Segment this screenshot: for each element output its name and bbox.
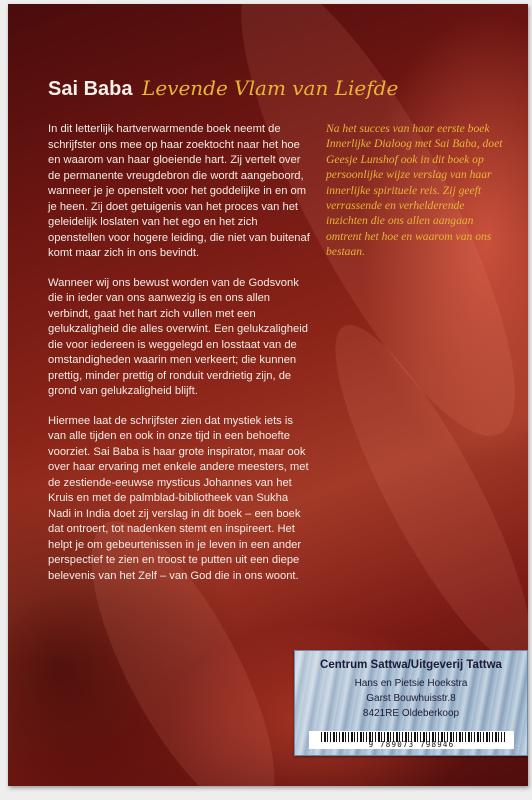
blurb-paragraph: Wanneer wij ons bewust worden van de Godsvonk die in ieder van ons aanwezig is en ons allen verbindt, gaat het hart zich vullen met een gelukzaligheid die alles overwint. Een gelukzaligheid die voor iedereen is weggelegd en losstaat van de omstandigheden waarin men verkeert; die kunnen prettig, minder prettig of ronduit verdrietig zijn, de grond van gelukzaligheid blijft. <box>48 276 308 397</box>
publisher-sticker <box>294 650 528 756</box>
blurb-paragraph: In dit letterlijk hartverwarmende boek neemt de schrijfster ons mee op haar zoektocht naar het hoe en waarom van haar gloeiende hart. Zij vertelt over de permanente vreugdebron die wordt aangeboord, wanneer je je openstelt voor het goddelijke in en om je heen. Zij doet getuigenis van het proces van het geleidelijk loslaten van het ego en het zich openstellen voor hogere leiding, die niet van buitenaf komt maar zich in ons bevindt. <box>48 123 310 259</box>
sticker-publisher: Centrum Sattwa/Uitgeverij Tattwa <box>320 659 502 671</box>
title-author: Sai Baba <box>48 78 133 100</box>
title-subtitle: Levende Vlam van Liefde <box>142 76 399 100</box>
barcode-digits: 9 789073 798946 <box>368 740 455 749</box>
blurb-paragraph: Hiermee laat de schrijfster zien dat mystiek iets is van alle tijden en ook in onze tijd in een behoefte voorziet. Sai Baba is haar grote inspirator, maar ook over haar ervaring met enkele andere meesters, met de zestiende-eeuwse mysticus Johannes van het Kruis en met de palmblad-bibliotheek van Sukha Nadi in India doet zij verslag in dit boek – een boek dat ontroert, tot nadenken stemt en inspireert. Het helpt je om gebeurtenissen in je leven in een ander perspectief te zien en troost te putten uit een diepe belevenis van het Zelf – van God die in ons woont. <box>48 414 309 582</box>
isbn-barcode <box>309 731 514 749</box>
sticker-address-line: Garst Bouwhuisstr.8 <box>366 693 456 704</box>
sticker-address-line: 8421RE Oldeberkoop <box>362 708 460 719</box>
blurb-text <box>48 122 310 598</box>
book-back-cover <box>8 4 528 786</box>
author-quote: Na het succes van haar eerste boek Innerlijke Dialoog met Sai Baba, doet Geesje Lunshof ook in dit boek op persoonlijke wijze verslag van haar innerlijke spirituele reis. Zij geeft verrassende en verhelderende inzichten die ons allen aangaan omtrent het hoe en waarom van ons bestaan. <box>326 122 503 259</box>
book-title <box>48 76 398 101</box>
sticker-address-line: Hans en Pietsie Hoekstra <box>354 678 468 689</box>
